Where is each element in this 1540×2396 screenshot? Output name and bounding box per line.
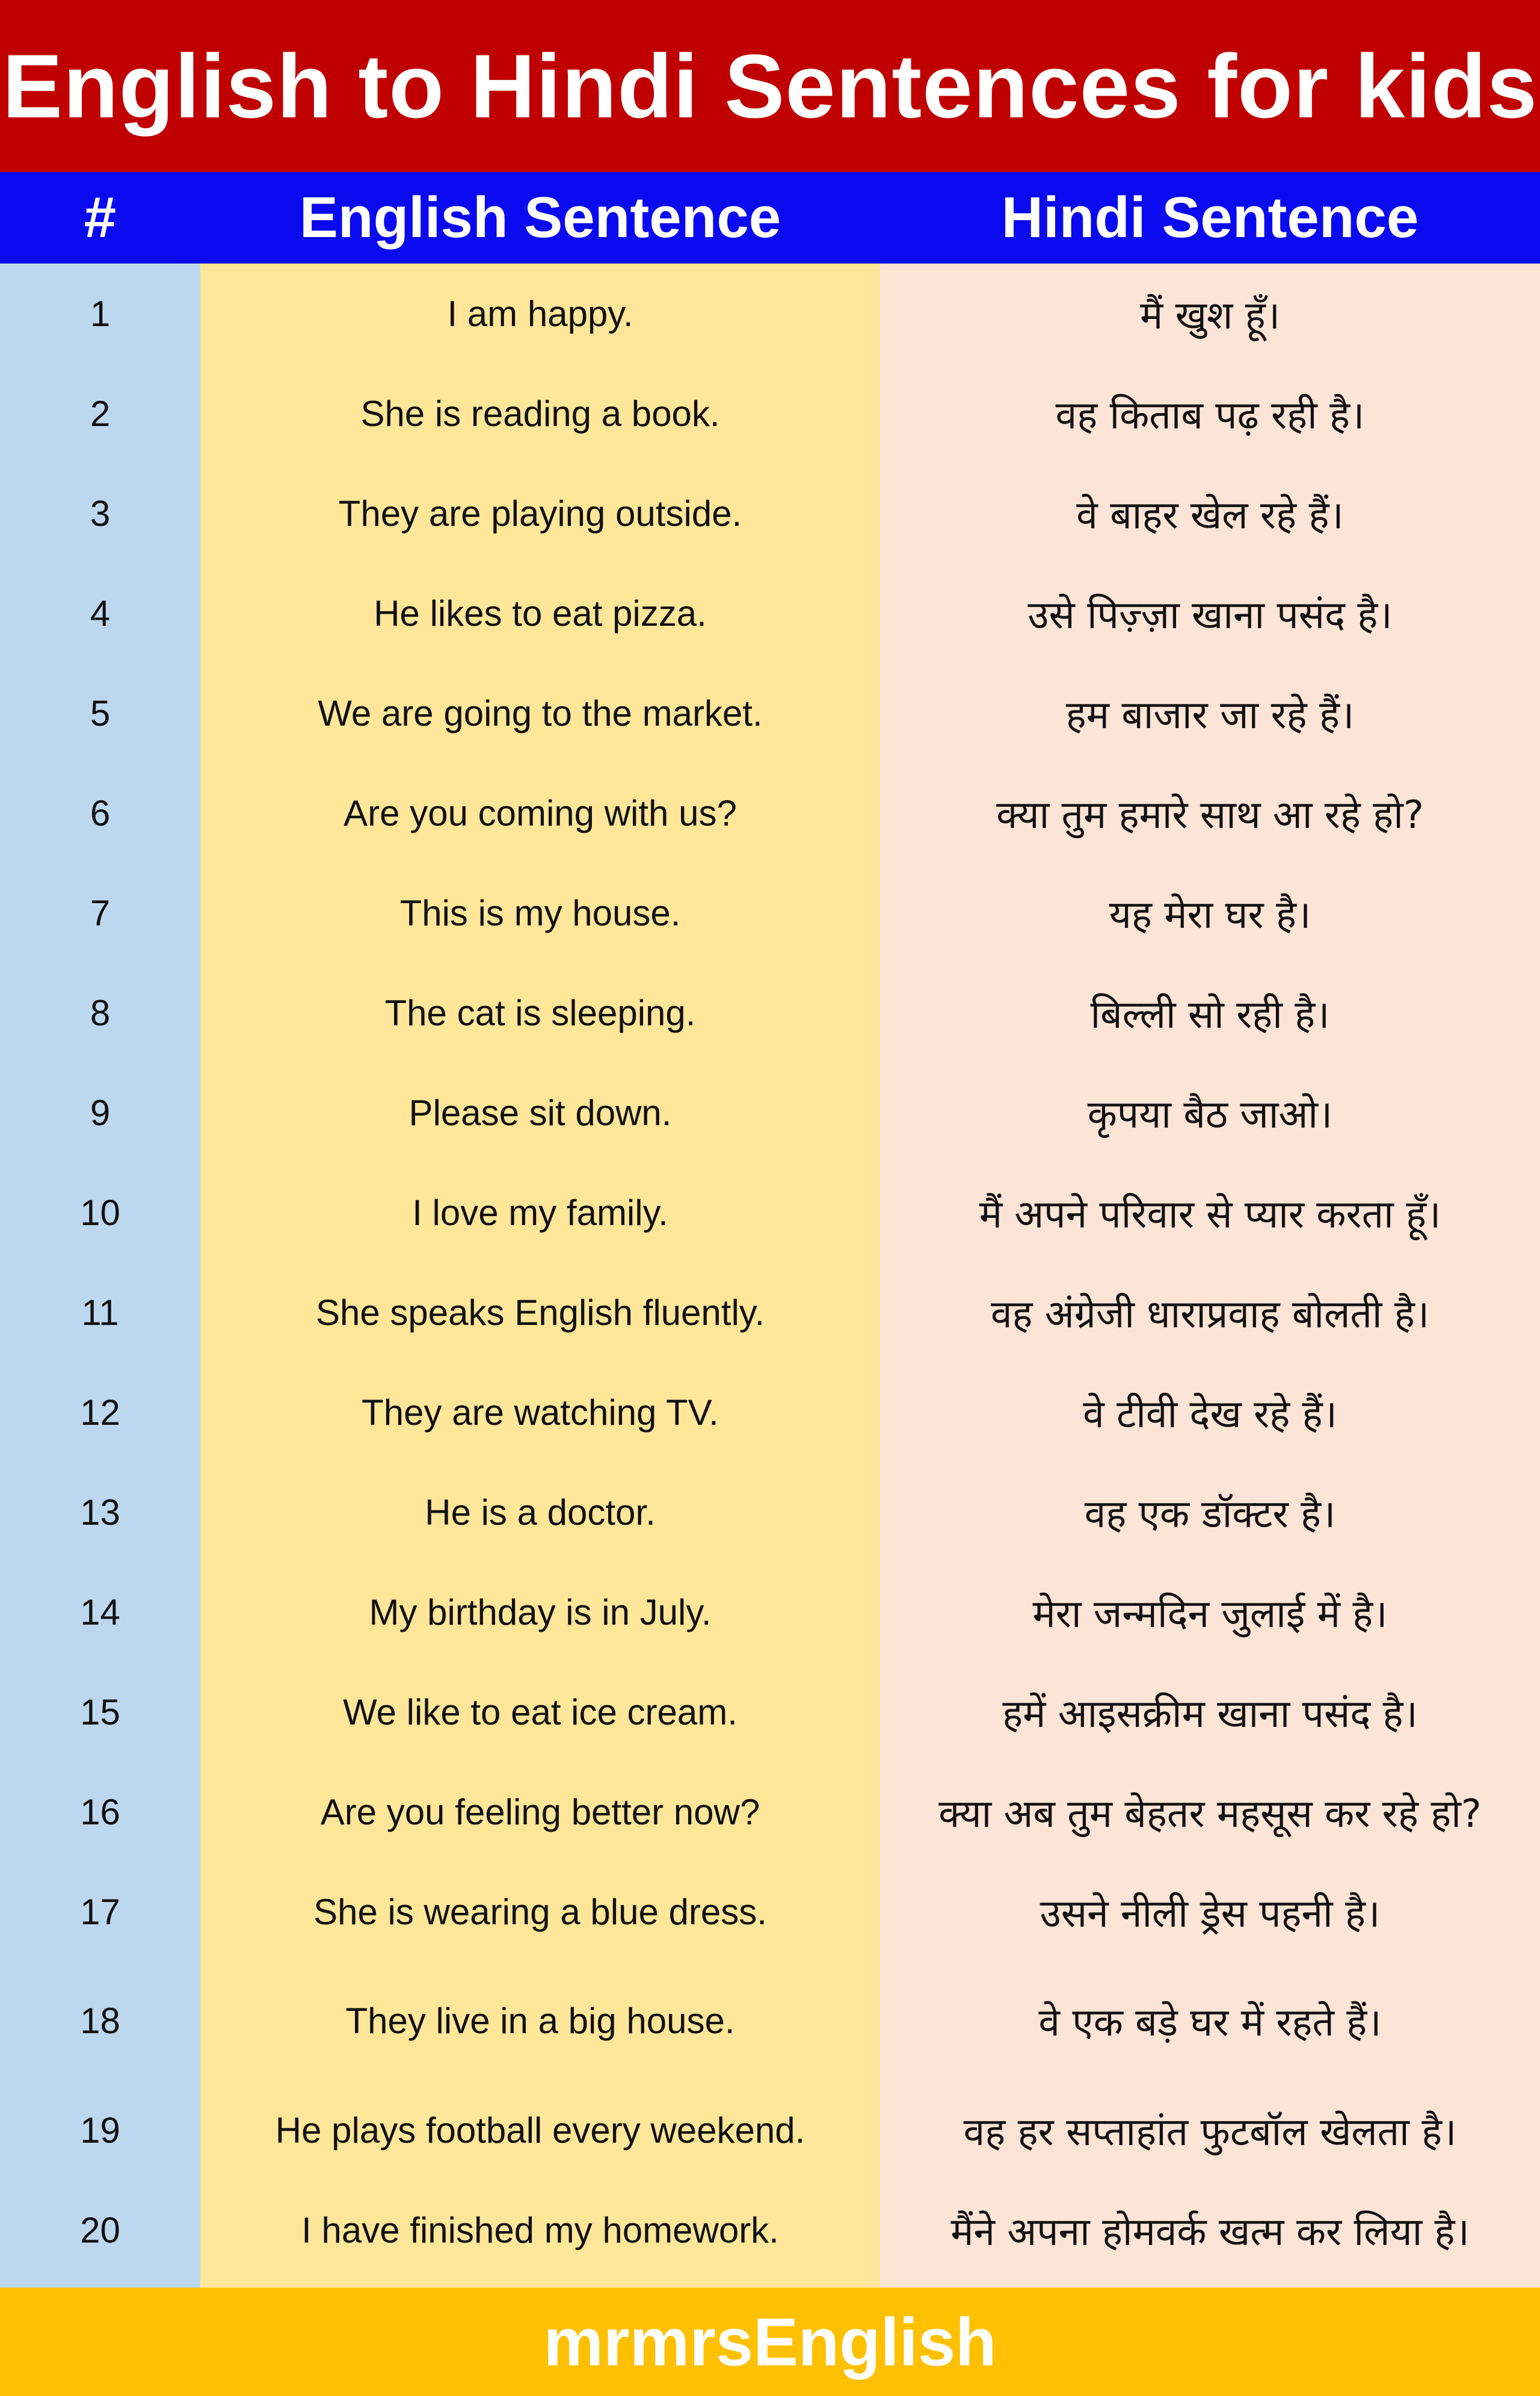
hindi-sentence: मेरा जन्मदिन जुलाई में है। [1032,1592,1388,1637]
hindi-sentence: कृपया बैठ जाओ। [1087,1092,1333,1137]
hindi-sentence: वह किताब पढ़ रही है। [1055,393,1365,438]
hindi-sentence: यह मेरा घर है। [1109,892,1311,937]
english-sentence: They live in a big house. [345,2001,735,2041]
row-number: 12 [80,1392,120,1433]
row-number: 4 [90,593,111,634]
number-column [0,264,200,2288]
sentence-table [0,264,1540,2288]
row-number: 7 [90,892,111,933]
row-number: 13 [80,1492,120,1533]
page-title: English to Hindi Sentences for kids [0,0,1540,172]
english-sentence: The cat is sleeping. [384,992,696,1033]
table-header [0,172,1540,264]
hindi-sentence: वह अंग्रेजी धाराप्रवाह बोलती है। [990,1292,1430,1337]
english-sentence: Are you feeling better now? [320,1791,760,1832]
english-sentence: We like to eat ice cream. [343,1691,738,1732]
footer-brand: mrmrsEnglish [0,2288,1540,2396]
english-sentence: He plays football every weekend. [275,2110,805,2151]
row-number: 19 [80,2110,120,2151]
english-sentence: He is a doctor. [425,1492,656,1533]
row-number: 17 [80,1891,120,1932]
header-hindi-sentence: Hindi Sentence [1001,185,1419,250]
header-number: # [84,185,117,250]
hindi-column [880,264,1540,2288]
hindi-sentence: उसने नीली ड्रेस पहनी है। [1040,1891,1381,1936]
row-number: 9 [90,1092,111,1133]
english-column [200,264,880,2288]
english-sentence: She is reading a book. [360,393,720,434]
row-number: 8 [90,992,111,1033]
row-number: 15 [80,1691,120,1732]
hindi-sentence: वे एक बड़े घर में रहते हैं। [1038,2001,1382,2045]
hindi-sentence: क्या तुम हमारे साथ आ रहे हो? [996,792,1424,838]
english-sentence: I have finished my homework. [301,2209,779,2250]
hindi-sentence: वे टीवी देख रहे हैं। [1083,1392,1337,1437]
hindi-sentence: क्या अब तुम बेहतर महसूस कर रहे हो? [938,1791,1482,1836]
english-sentence: They are watching TV. [362,1392,719,1433]
english-sentence: They are playing outside. [338,493,742,534]
english-sentence: I love my family. [412,1192,668,1233]
hindi-sentence: वह हर सप्ताहांत फुटबॉल खेलता है। [963,2110,1457,2155]
row-number: 6 [90,792,111,833]
english-sentence: We are going to the market. [318,693,763,733]
row-number: 2 [90,393,111,434]
hindi-sentence: हम बाजार जा रहे हैं। [1065,693,1355,738]
hindi-sentence: वे बाहर खेल रहे हैं। [1076,493,1344,538]
row-number: 1 [90,293,111,334]
row-number: 11 [81,1292,119,1333]
english-sentence: I am happy. [447,293,633,334]
header-english-sentence: English Sentence [299,185,781,250]
hindi-sentence: मैंने अपना होमवर्क खत्म कर लिया है। [950,2209,1470,2255]
row-number: 10 [80,1192,120,1233]
hindi-sentence: मैं अपने परिवार से प्यार करता हूँ। [979,1192,1441,1237]
hindi-sentence: उसे पिज़्ज़ा खाना पसंद है। [1027,593,1393,638]
english-sentence: Please sit down. [408,1092,672,1133]
english-sentence: He likes to eat pizza. [374,593,707,634]
row-number: 14 [80,1592,120,1632]
hindi-sentence: मैं खुश हूँ। [1139,293,1281,338]
row-number: 18 [80,2001,120,2041]
hindi-sentence: बिल्ली सो रही है। [1090,992,1330,1037]
english-sentence: My birthday is in July. [369,1592,712,1632]
hindi-sentence: वह एक डॉक्टर है। [1084,1492,1336,1537]
row-number: 20 [80,2209,120,2250]
english-sentence: She is wearing a blue dress. [313,1891,767,1932]
english-sentence: This is my house. [399,892,681,933]
row-number: 16 [80,1791,120,1832]
row-number: 3 [90,493,111,534]
hindi-sentence: हमें आइसक्रीम खाना पसंद है। [1002,1691,1418,1737]
english-sentence: Are you coming with us? [343,792,737,833]
row-number: 5 [90,693,111,733]
english-sentence: She speaks English fluently. [316,1292,765,1333]
